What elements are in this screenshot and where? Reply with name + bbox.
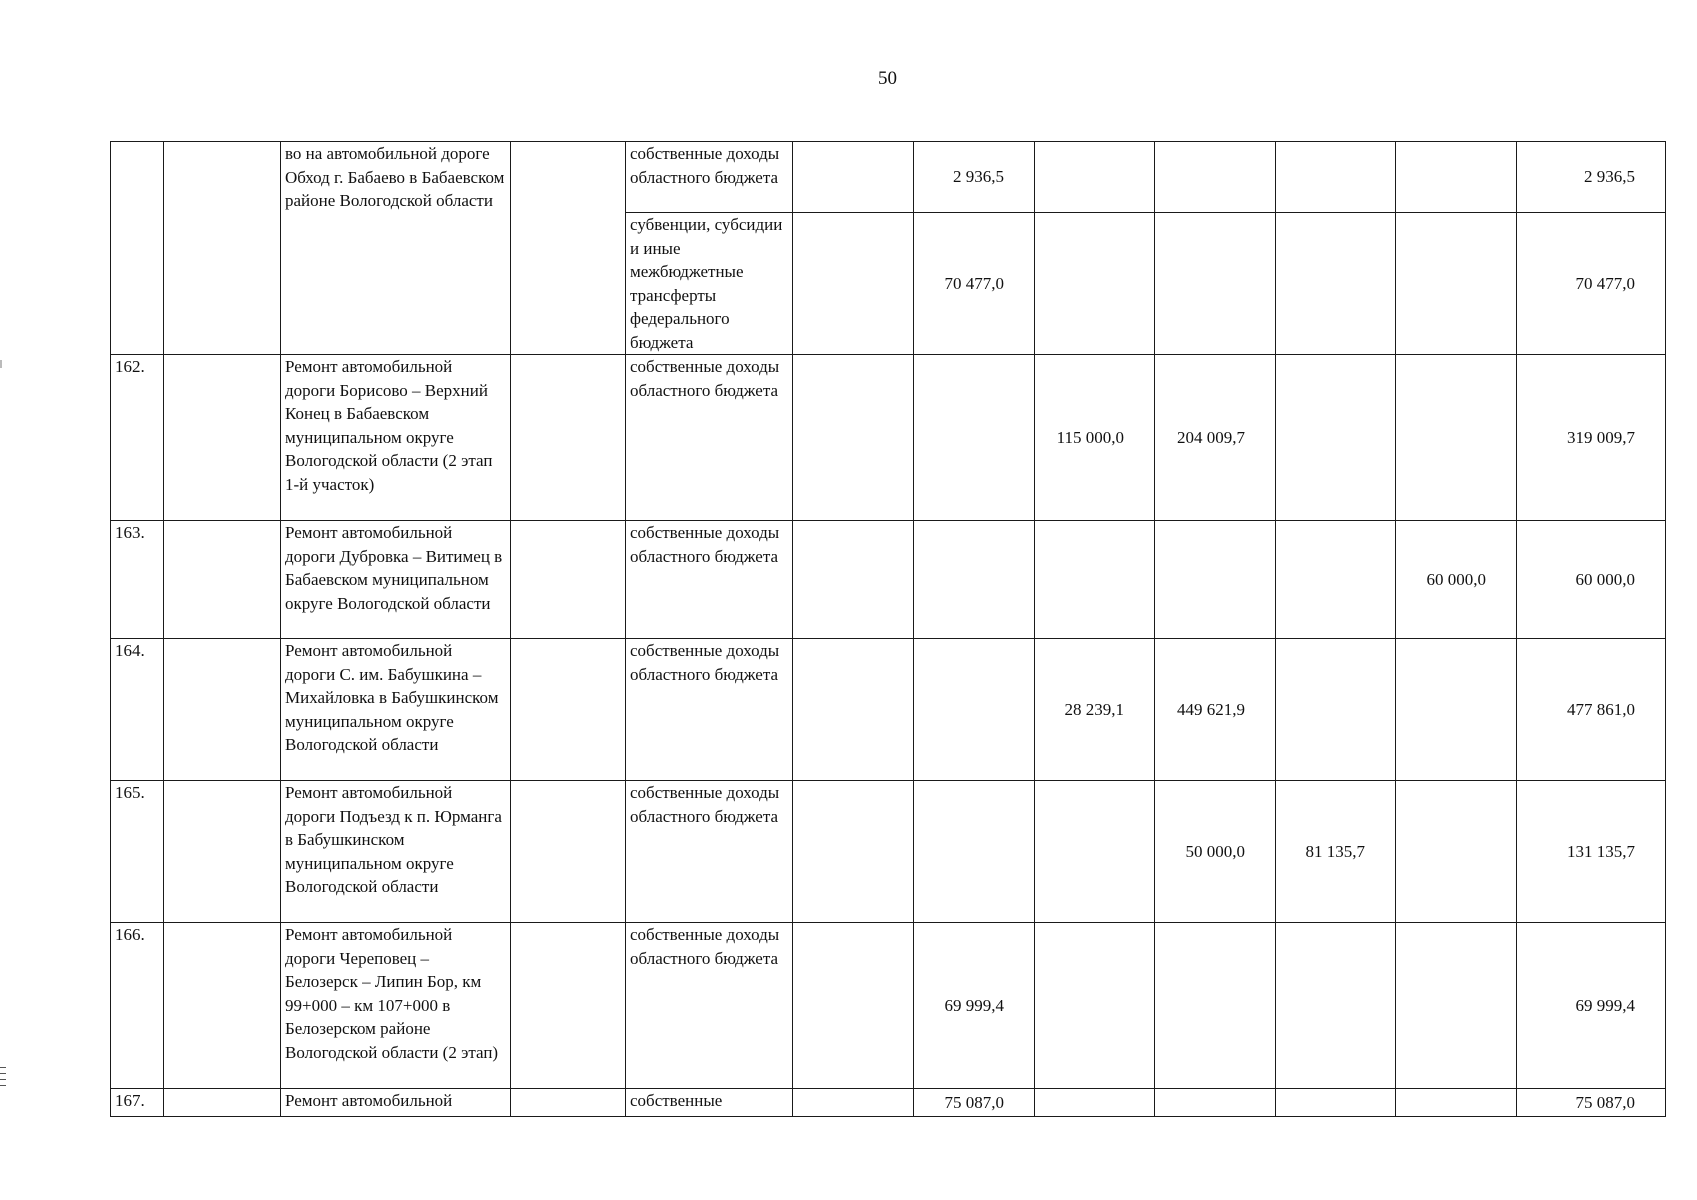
value-cell	[1396, 1089, 1517, 1117]
total-cell: 69 999,4	[1517, 923, 1666, 1089]
empty-cell	[164, 1089, 281, 1117]
value-cell	[1276, 142, 1396, 213]
value-cell	[793, 213, 914, 355]
scan-mark	[0, 1073, 6, 1074]
total-cell: 75 087,0	[1517, 1089, 1666, 1117]
value-cell	[1276, 355, 1396, 521]
value-cell	[1276, 639, 1396, 781]
object-description: Ремонт автомобильной дороги Дубровка – Витимец в Бабаевском муниципальном округе Вологодской области	[281, 521, 511, 639]
value-cell	[793, 142, 914, 213]
empty-cell	[164, 142, 281, 355]
value-cell: 81 135,7	[1276, 781, 1396, 923]
value-cell	[914, 639, 1035, 781]
total-cell: 131 135,7	[1517, 781, 1666, 923]
value-cell: 50 000,0	[1155, 781, 1276, 923]
total-cell: 2 936,5	[1517, 142, 1666, 213]
value-cell	[1396, 213, 1517, 355]
value-cell: 69 999,4	[914, 923, 1035, 1089]
table-row	[111, 781, 1666, 923]
funding-source: собственные доходы областного бюджета	[626, 639, 793, 781]
value-cell	[793, 639, 914, 781]
total-cell: 70 477,0	[1517, 213, 1666, 355]
empty-cell	[164, 639, 281, 781]
value-cell	[1396, 639, 1517, 781]
table-row	[111, 1089, 1666, 1117]
row-number: 165.	[111, 781, 164, 923]
funding-source: собственные доходы областного бюджета	[626, 923, 793, 1089]
funding-source: собственные	[626, 1089, 793, 1117]
budget-table	[110, 141, 1666, 1117]
value-cell	[914, 521, 1035, 639]
total-cell: 319 009,7	[1517, 355, 1666, 521]
row-number: 164.	[111, 639, 164, 781]
value-cell: 60 000,0	[1396, 521, 1517, 639]
page-number: 50	[878, 68, 897, 89]
object-description: во на автомобильной дороге Обход г. Бабаево в Бабаевском районе Вологодской области	[281, 142, 511, 355]
object-description: Ремонт автомобильной дороги Подъезд к п. Юрманга в Бабушкинском муниципальном округе Вологодской области	[281, 781, 511, 923]
value-cell	[793, 923, 914, 1089]
value-cell	[1276, 1089, 1396, 1117]
value-cell	[1035, 142, 1155, 213]
scan-mark	[0, 360, 2, 368]
scan-mark	[0, 1067, 6, 1068]
empty-cell	[164, 355, 281, 521]
row-number	[111, 142, 164, 355]
object-description: Ремонт автомобильной дороги С. им. Бабушкина – Михайловка в Бабушкинском муниципальном округе Вологодской области	[281, 639, 511, 781]
value-cell	[1396, 142, 1517, 213]
value-cell: 70 477,0	[914, 213, 1035, 355]
empty-cell	[164, 923, 281, 1089]
value-cell	[1035, 213, 1155, 355]
table-row	[111, 142, 1666, 213]
funding-source: субвенции, субсидии и иные межбюджетные трансферты федерального бюджета	[626, 213, 793, 355]
total-cell: 60 000,0	[1517, 521, 1666, 639]
value-cell	[793, 781, 914, 923]
value-cell	[1396, 923, 1517, 1089]
empty-cell	[511, 781, 626, 923]
value-cell	[1155, 213, 1276, 355]
value-cell: 115 000,0	[1035, 355, 1155, 521]
empty-cell	[164, 781, 281, 923]
scan-edge-marks	[0, 1067, 6, 1091]
value-cell	[1276, 521, 1396, 639]
value-cell	[1035, 1089, 1155, 1117]
value-cell	[1276, 923, 1396, 1089]
total-cell: 477 861,0	[1517, 639, 1666, 781]
object-description: Ремонт автомобильной дороги Борисово – Верхний Конец в Бабаевском муниципальном округе Вологодской области (2 этап 1-й участок)	[281, 355, 511, 521]
table-row	[111, 923, 1666, 1089]
object-description: Ремонт автомобильной	[281, 1089, 511, 1117]
value-cell	[1276, 213, 1396, 355]
value-cell	[1155, 1089, 1276, 1117]
value-cell	[1035, 781, 1155, 923]
value-cell	[1396, 355, 1517, 521]
row-number: 167.	[111, 1089, 164, 1117]
value-cell	[1155, 923, 1276, 1089]
value-cell	[1396, 781, 1517, 923]
funding-source: собственные доходы областного бюджета	[626, 781, 793, 923]
value-cell	[1035, 521, 1155, 639]
empty-cell	[511, 355, 626, 521]
value-cell: 204 009,7	[1155, 355, 1276, 521]
value-cell	[793, 521, 914, 639]
object-description: Ремонт автомобильной дороги Череповец – Белозерск – Липин Бор, км 99+000 – км 107+000 в Белозерском районе Вологодской области (2 этап)	[281, 923, 511, 1089]
empty-cell	[164, 521, 281, 639]
value-cell: 28 239,1	[1035, 639, 1155, 781]
value-cell	[914, 781, 1035, 923]
empty-cell	[511, 923, 626, 1089]
empty-cell	[511, 142, 626, 355]
value-cell	[1155, 142, 1276, 213]
row-number: 166.	[111, 923, 164, 1089]
empty-cell	[511, 639, 626, 781]
empty-cell	[511, 1089, 626, 1117]
empty-cell	[511, 521, 626, 639]
value-cell	[793, 1089, 914, 1117]
value-cell	[793, 355, 914, 521]
value-cell: 449 621,9	[1155, 639, 1276, 781]
funding-source: собственные доходы областного бюджета	[626, 355, 793, 521]
scan-mark	[0, 1085, 6, 1086]
scan-mark	[0, 1079, 6, 1080]
row-number: 162.	[111, 355, 164, 521]
value-cell: 2 936,5	[914, 142, 1035, 213]
row-number: 163.	[111, 521, 164, 639]
value-cell: 75 087,0	[914, 1089, 1035, 1117]
table-row	[111, 355, 1666, 521]
funding-source: собственные доходы областного бюджета	[626, 521, 793, 639]
funding-source: собственные доходы областного бюджета	[626, 142, 793, 213]
table-row	[111, 521, 1666, 639]
table-row	[111, 639, 1666, 781]
value-cell	[914, 355, 1035, 521]
value-cell	[1035, 923, 1155, 1089]
value-cell	[1155, 521, 1276, 639]
